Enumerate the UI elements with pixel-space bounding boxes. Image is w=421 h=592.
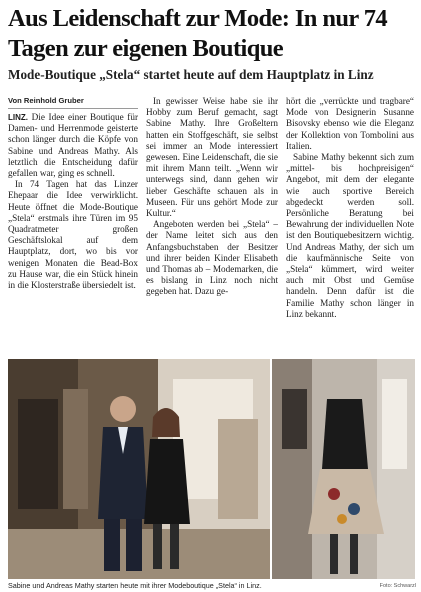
paragraph: Angeboten werden bei „Stela“ – der Name leitet sich aus den Anfangsbuchstaben der Besitzer und ihrer beiden Kinder Elisabeth und Thomas ab – Modemarken, die es bislang in Linz noch nicht gegeben hat. Dazu ge-	[146, 219, 278, 297]
byline: Von Reinhold Gruber	[8, 96, 138, 109]
article-column-3	[286, 96, 414, 358]
photo-mannequin	[272, 359, 415, 579]
paragraph	[8, 112, 138, 179]
dateline: LINZ.	[8, 113, 28, 122]
headline: Aus Leidenschaft zur Mode: In nur 74 Tagen zur eigenen Boutique	[8, 5, 388, 62]
article-column-1	[8, 112, 138, 360]
paragraph: In gewisser Weise habe sie ihr Hobby zum Beruf gemacht, sagt Sabine Mathy. Ihre Großeltern hatten ein Stoffgeschäft, sie selbst sei immer an Mode interessiert gewesen. Eine Leidenschaft, die sie mit ihrem Mann teilt. „Wenn wir unterwegs sind, dann gehen wir lieber Geschäfte schauen als in Museen. Für uns gehört Mode zur Kultur.“	[146, 96, 278, 219]
photo-credit: Foto: Schwarzl	[379, 583, 416, 589]
article-column-2	[146, 96, 278, 358]
paragraph: Sabine Mathy bekennt sich zum „mittel- bis hochpreisigen“ Angebot, mit dem der elegante wie auch sportive Bereich abgedeckt werden soll. Persönliche Beratung bei Bewahrung der individuellen Note ist den Boutiquebesitzern wichtig. Und Andreas Mathy, der sich um die kaufmännische Seite von „Stela“ kümmert, wird weiter auch mit Obst und Gemüse handeln. Denn dafür ist die Familie Mathy schon länger in Linz bekannt.	[286, 152, 414, 319]
photo-caption: Sabine und Andreas Mathy starten heute mit ihrer Modeboutique „Stela“ in Linz.	[8, 581, 262, 590]
subline: Mode-Boutique „Stela“ startet heute auf dem Hauptplatz in Linz	[8, 67, 374, 82]
photo-owners-illustration	[8, 359, 270, 579]
paragraph-text: Die Idee einer Boutique für Damen- und Herrenmode geisterte schon länger durch die Köpfe von Sabine und Andreas Mathy. Als letztlich die Entscheidung dafür gefallen war, ging es schnell.	[8, 112, 138, 179]
paragraph: In 74 Tagen hat das Linzer Ehepaar die Idee verwirklicht. Heute öffnet die Mode-Boutique „Stela“ erstmals ihre Türen im 95 Quadratmeter großen Geschäftslokal auf dem Hauptplatz, dort, wo bis vor wenigen Monaten die Bead-Box zu Hause war, die ein Stück hinein in die Klosterstraße übersiedelt ist.	[8, 179, 138, 291]
photo-owners	[8, 359, 270, 579]
paragraph: hört die „verrückte und tragbare“ Mode von Designerin Susanne Bisovsky ebenso wie die Eleganz der Kollektion von Tombolini aus Italien.	[286, 96, 414, 151]
photo-mannequin-illustration	[272, 359, 415, 579]
